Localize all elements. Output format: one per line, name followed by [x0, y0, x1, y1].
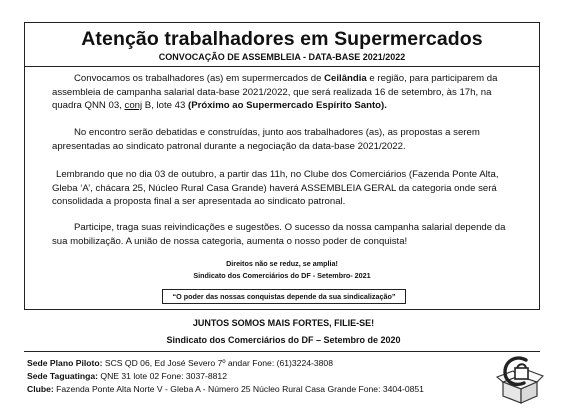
contact-taguatinga [27, 371, 227, 382]
announcement-box [24, 66, 540, 310]
slogan: JUNTOS SOMOS MAIS FORTES, FILIE-SE! [192, 318, 375, 328]
contact-label: Sede Taguatinga: [27, 371, 98, 381]
signature: Sindicato dos Comerciários do DF – Setembro de 2020 [166, 335, 401, 345]
contact-label: Clube: [27, 384, 54, 394]
page-title: Atenção trabalhadores em Supermercados [81, 28, 483, 50]
p1-conj: conj [124, 100, 143, 111]
signoff-rights: Direitos não se reduz, se amplia! [226, 259, 338, 268]
quote-box: “O poder das nossas conquistas depende da sua sindicalização” [162, 289, 406, 304]
contact-label: Sede Plano Piloto: [27, 358, 103, 368]
page-subtitle: CONVOCAÇÃO DE ASSEMBLEIA - DATA-BASE 2021/2022 [158, 52, 406, 62]
p1-city: Ceilândia [324, 73, 367, 84]
contact-text: Fazenda Ponte Alta Norte V - Gleba A - Número 25 Núcleo Rural Casa Grande Fone: 3404-0851 [53, 384, 424, 394]
contact-text: QNE 31 lote 02 Fone: 3037-8812 [98, 371, 227, 381]
paragraph-convocation [52, 72, 518, 113]
contact-plano-piloto [27, 358, 333, 369]
p3-text: Lembrando que no dia 03 de outubro, a partir das 11h, no Clube dos Comerciários (Fazenda Ponte Alta, Gleba ‘A’, chácara 25, Núcleo Rural Casa Grande) haverá ASSEMBLEIA GERAL da categoria onde será consolidada a proposta final a ser apresentada ao sindicato patronal. [52, 169, 499, 207]
p1-text-b: e região, para participarem da assembleia de campanha salarial data-base 2021/2022, que será realizada 16 de setembro, às 17h, na quadra QNN 03, [52, 73, 498, 111]
p2-text: No encontro serão debatidas e construídas, junto aos trabalhadores (as), as propostas a serem apresentadas ao sindicato patronal durante a negociação da data-base 2021/2022. [52, 127, 480, 152]
p1-text-c: B, lote 43 [142, 100, 189, 111]
p1-text-a: Convocamos os trabalhadores (as) em supermercados de [74, 73, 325, 84]
footer-divider [24, 351, 540, 352]
paragraph-general-assembly [52, 168, 518, 209]
p4-text: Participe, traga suas reivindicações e sugestões. O sucesso da nossa campanha salarial depende da sua mobilização. A união de nossa categoria, aumenta o nosso poder de conquista! [52, 222, 506, 247]
header-box [24, 22, 540, 67]
contact-club [27, 384, 424, 395]
contact-text: SCS QD 06, Ed José Severo 7º andar Fone: (61)3224-3808 [102, 358, 333, 368]
signoff-union: Sindicato dos Comerciários do DF - Setembro- 2021 [193, 271, 371, 280]
union-logo-icon [493, 352, 545, 404]
p1-reference: (Próximo ao Supermercado Espírito Santo). [188, 100, 387, 111]
paragraph-meeting [52, 126, 518, 153]
paragraph-participate [52, 221, 518, 248]
